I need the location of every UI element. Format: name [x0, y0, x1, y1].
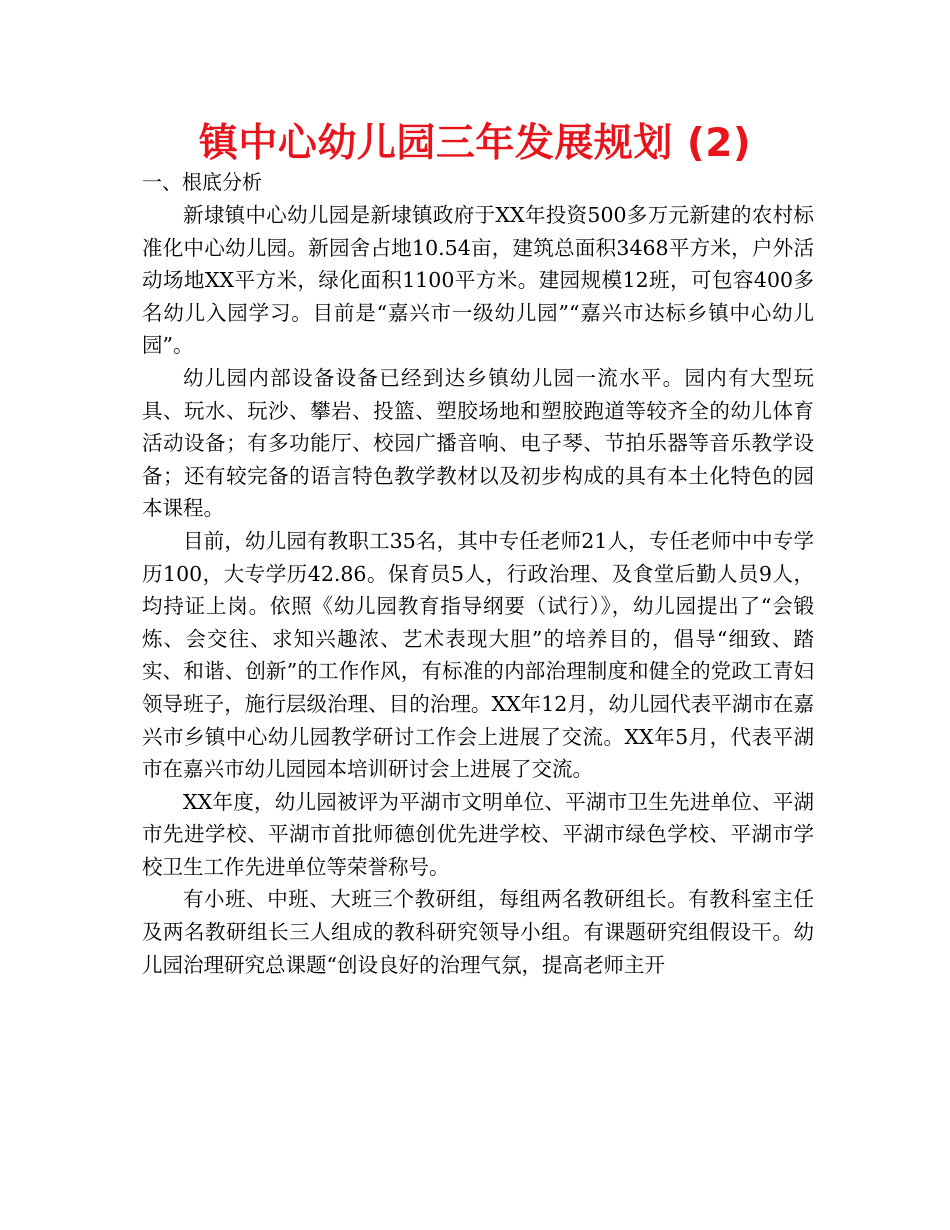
document-body: [142, 199, 814, 981]
paragraph-staff: 目前，幼儿园有教职工35名，其中专任老师21人，专任老师中中专学历100，大专学历42.86。保育员5人，行政治理、及食堂后勤人员9人，均持证上岗。依照《幼儿园教育指导纲要（试行）》，幼儿园提出了“会锻炼、会交往、求知兴趣浓、艺术表现大胆”的培养目的，倡导“细致、踏实、和谐、创新”的工作作风，有标准的内部治理制度和健全的党政工青妇领导班子，施行层级治理、目的治理。XX年12月，幼儿园代表平湖市在嘉兴市乡镇中心幼儿园教学研讨工作会上进展了交流。XX年5月，代表平湖市在嘉兴市幼儿园园本培训研讨会上进展了交流。: [142, 528, 814, 782]
paragraph-honors: XX年度，幼儿园被评为平湖市文明单位、平湖市卫生先进单位、平湖市先进学校、平湖市首批师德创优先进学校、平湖市绿色学校、平湖市学校卫生工作先进单位等荣誉称号。: [142, 789, 814, 879]
document-title: 镇中心幼儿园三年发展规划 (2): [198, 121, 752, 166]
paragraph-facilities-overview: 新埭镇中心幼儿园是新埭镇政府于XX年投资500多万元新建的农村标准化中心幼儿园。新园舍占地10.54亩，建筑总面积3468平方米，户外活动场地XX平方米，绿化面积1100平方米。建园规模12班，可包容400多名幼儿入园学习。目前是“嘉兴市一级幼儿园”“嘉兴市达标乡镇中心幼儿园”。: [142, 203, 814, 358]
section-heading: 一、根底分析: [142, 170, 262, 194]
paragraph-equipment: 幼儿园内部设备设备已经到达乡镇幼儿园一流水平。园内有大型玩具、玩水、玩沙、攀岩、投篮、塑胶场地和塑胶跑道等较齐全的幼儿体育活动设备；有多功能厅、校园广播音响、电子琴、节拍乐器等音乐教学设备；还有较完备的语言特色教学教材以及初步构成的具有本土化特色的园本课程。: [142, 365, 814, 521]
paragraph-research-groups: 有小班、中班、大班三个教研组，每组两名教研组长。有教科室主任及两名教研组长三人组成的教科研究领导小组。有课题研究组假设干。幼儿园治理研究总课题“创设良好的治理气氛，提高老师主开: [142, 887, 814, 977]
